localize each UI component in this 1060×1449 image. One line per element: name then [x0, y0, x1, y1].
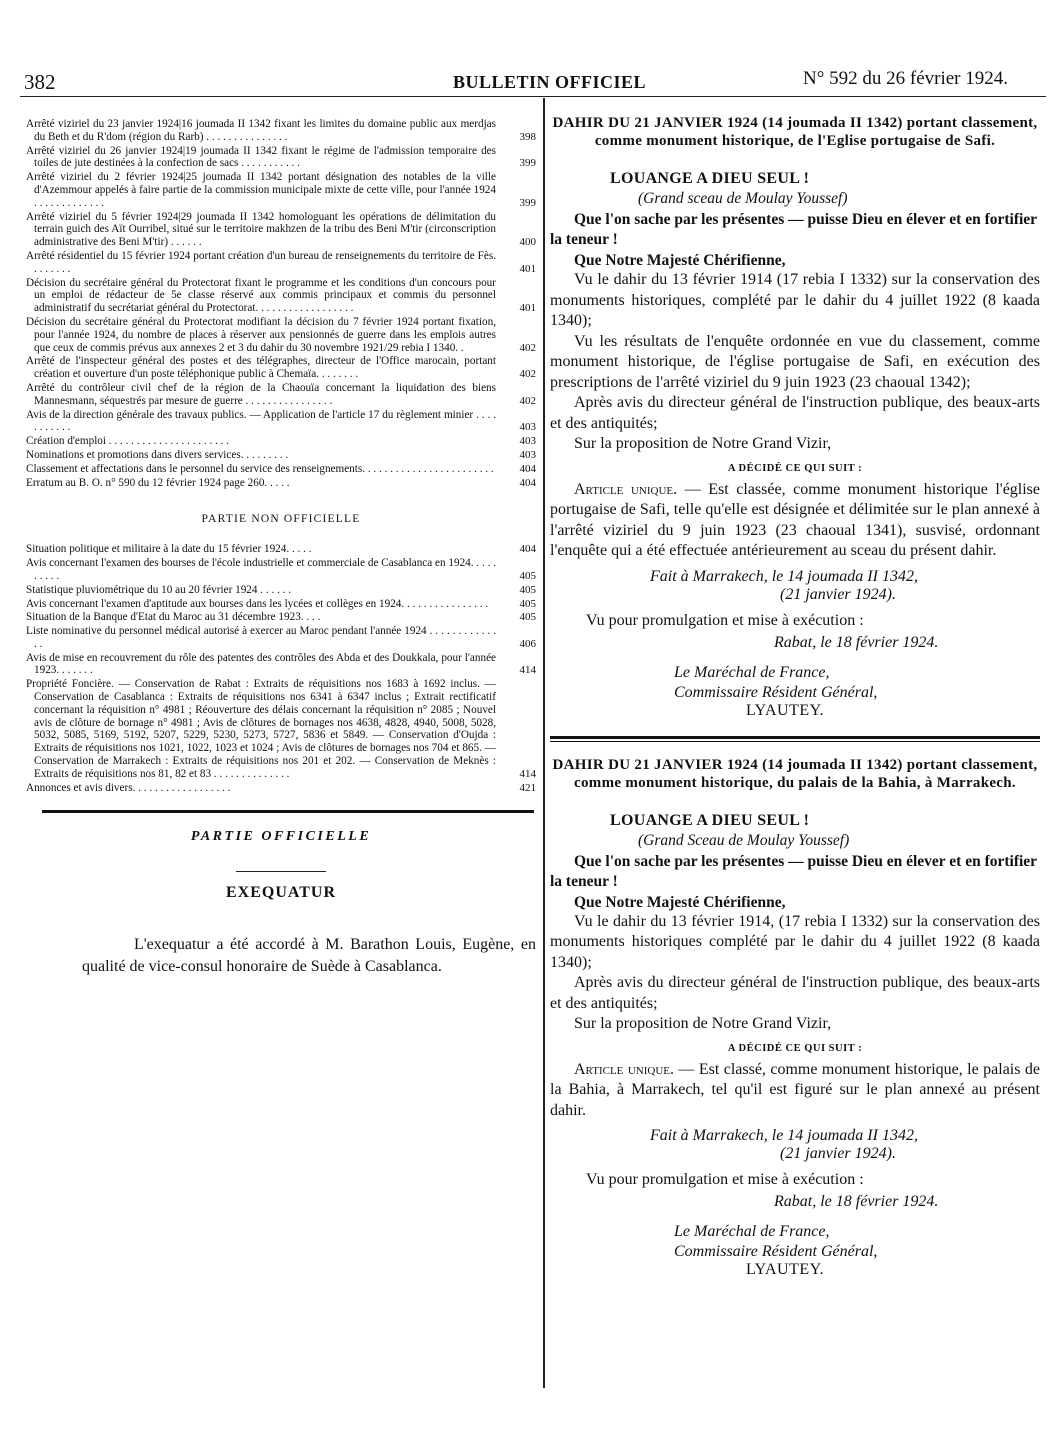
dahir-title: DAHIR DU 21 JANVIER 1924 (14 joumada II 1342) portant classement, comme monument historique, du palais de la Bahia, à Marrakech.: [552, 756, 1038, 791]
issue-number: N° 592 du 26 février 1924.: [803, 68, 1008, 89]
header-rule: [20, 96, 1046, 97]
whereas-paragraph: Vu le dahir du 13 février 1914 (17 rebia I 1332) sur la conservation des monuments historiques, complété par le dahir du 4 juillet 1922 (8 kaada 1340);: [550, 271, 1040, 329]
article-paragraph: [550, 1060, 1040, 1122]
seal-line: (Grand Sceau de Moulay Youssef): [638, 831, 850, 849]
article-text: — Est classé, comme monument historique, le palais de la Bahia, à Marrakech, tel qu'il est figuré sur le plan annexé au présent dahir.: [550, 1060, 1041, 1119]
signature-name: LYAUTEY.: [746, 701, 825, 719]
page-number: 382: [24, 70, 56, 94]
toc-item: Décision du secrétaire général du Protectorat fixant le programme et les conditions d'un concours pour un emploi de rédacteur de 5e classe réservé aux commis principaux et commis du personnel administratif du secrétariat général du Protectorat. . . . . . . . . . . . . . . . . . 401: [26, 276, 536, 315]
date-line: (21 janvier 1924).: [780, 585, 896, 603]
toc-official-list: [22, 118, 540, 489]
signature-title: Le Maréchal de France,: [674, 663, 830, 681]
publication-title: BULLETIN OFFICIEL: [453, 72, 647, 92]
toc-item: Statistique pluviométrique du 10 au 20 février 1924 . . . . . . 405: [26, 583, 536, 596]
date-line: (21 janvier 1924).: [780, 1145, 896, 1162]
invocation: Que l'on sache par les présentes — puisse Dieu en élever et en fortifier la teneur !: [550, 211, 1037, 248]
whereas-paragraph: Vu les résultats de l'enquête ordonnée en vue du classement, comme monument historique, de l'église portugaise de Safi, en exécution des prescriptions de l'arrêté viziriel du 9 juin 1923 (23 chaoual 1342);: [550, 332, 1040, 391]
column-divider: [543, 98, 545, 1388]
dahir-bahia: [550, 756, 1040, 1280]
decision-heading: A DÉCIDÉ CE QUI SUIT :: [727, 462, 863, 474]
section-heading-non-official: PARTIE NON OFFICIELLE: [201, 513, 361, 526]
promulgation-line: Vu pour promulgation et mise à exécution :: [586, 611, 864, 629]
signature-name: LYAUTEY.: [746, 1261, 825, 1278]
section-rule: [550, 736, 1040, 742]
toc-item: Arrêté viziriel du 26 janvier 1924|19 joumada II 1342 fixant le régime de l'admission temporaire des toiles de jute destinées à la confection de sacs . . . . . . . . . . . 399: [26, 144, 536, 170]
whereas-paragraph: Sur la proposition de Notre Grand Vizir,: [574, 1015, 832, 1032]
whereas-paragraph: Vu le dahir du 13 février 1914, (17 rebia I 1332) sur la conservation des monuments historiques complété par le dahir du 4 juillet 1922 (8 kaada 1340);: [550, 912, 1040, 971]
section-rule: [42, 810, 534, 813]
toc-item: Décision du secrétaire général du Protectorat modifiant la décision du 7 février 1924 portant fixation, pour l'année 1924, du nombre de places à réserver aux pensionnés de guerre dans les emplois autres que ceux de commis prévus aux annexes 2 et 3 du dahir du 30 novembre 1921/29 rebia I 1340. . 402: [26, 315, 536, 354]
whereas-paragraph: Après avis du directeur général de l'instruction publique, des beaux-arts et des antiquités;: [550, 394, 1040, 432]
toc-item: Création d'emploi . . . . . . . . . . . . . . . . . . . . . . 403: [26, 435, 536, 448]
article-label: Article unique.: [574, 1060, 674, 1078]
toc-item: Arrêté de l'inspecteur général des postes et des télégraphes, directeur de l'Office marocain, portant création et ouverture d'un poste téléphonique public à Chemaïa. . . . . . . . 402: [26, 355, 536, 381]
promulgation-line: Vu pour promulgation et mise à exécution :: [586, 1171, 864, 1188]
invocation: Que l'on sache par les présentes — puisse Dieu en élever et en fortifier la teneur !: [550, 852, 1037, 890]
article-label: Article unique.: [574, 480, 678, 498]
toc-item: Arrêté viziriel du 23 janvier 1924|16 joumada II 1342 fixant les limites du domaine public aux merdjas du Beth et du R'dom (région du Rarb) . . . . . . . . . . . . . . . 398: [26, 118, 536, 143]
toc-item: Avis concernant l'examen d'aptitude aux bourses dans les lycées et collèges en 1924. . . . . . . . . . . . . . . . 405: [26, 597, 536, 610]
place-date-line: Fait à Marrakech, le 14 joumada II 1342,: [650, 1127, 918, 1144]
page-header: [20, 64, 1048, 94]
toc-item: Arrêté résidentiel du 15 février 1924 portant création d'un bureau de renseignements du territoire de Fès. . . . . . . . 401: [26, 249, 536, 275]
toc-item: Erratum au B. O. n° 590 du 12 février 1924 page 260. . . . . 404: [26, 476, 536, 489]
rabat-date-line: Rabat, le 18 février 1924.: [774, 633, 939, 651]
whereas-paragraph: Sur la proposition de Notre Grand Vizir,: [574, 435, 832, 452]
toc-item: Avis de mise en recouvrement du rôle des patentes des contrôles des Abda et des Doukkala, pour l'année 1923. . . . . . . 414: [26, 651, 536, 677]
section-heading-official: PARTIE OFFICIELLE: [190, 829, 372, 845]
article-text: — Est classée, comme monument historique l'église portugaise de Safi, telle qu'elle est désignée et délimitée sur le plan annexé à l'arrêté viziriel du 9 juin 1923 (23 chaoual 1341), susvisé, ordonnant l'enquête qui a été effectuée antérieurement au sceau du présent dahir.: [550, 480, 1041, 559]
toc-item: Avis de la direction générale des travaux publics. — Application de l'article 17 du règlement minier . . . . . . . . . . . 403: [26, 408, 536, 434]
right-column: [550, 114, 1040, 1279]
rabat-date-line: Rabat, le 18 février 1924.: [774, 1193, 939, 1210]
toc-item: Classement et affectations dans le personnel du service des renseignements. . . . . . . . . . . . . . . . . . . . . . . . 404: [26, 462, 536, 475]
toc-item: Annonces et avis divers. . . . . . . . . . . . . . . . . . 421: [26, 781, 536, 794]
article-paragraph: [550, 480, 1040, 562]
signature-title: Le Maréchal de France,: [674, 1223, 830, 1240]
toc-non-official-list: [22, 543, 540, 794]
toc-item: Arrêté viziriel du 2 février 1924|25 joumada II 1342 portant désignation des notables de la ville d'Azemmour appelés à faire partie de la commission municipale mixte de cette ville, pour l'année 1924 . . . . . . . . . . . . . 399: [26, 171, 536, 209]
majesty-line: Que Notre Majesté Chérifienne,: [574, 893, 786, 911]
short-rule: [236, 871, 326, 872]
toc-item: Propriété Foncière. — Conservation de Rabat : Extraits de réquisitions nos 1683 à 1692 inclus. — Conservation de Casablanca : Extraits de réquisitions nos 6341 à 6347 inclus ; Extrait rectificatif concernant la réquisition n° 4981 ; Réouverture des délais concernant la réquisition n° 2085 ; Nouvel avis de clôture de bornage n° 4981 ; Avis de clôtures de bornages nos 4638, 4828, 4940, 5008, 5028, 5032, 5085, 5169, 5192, 5207, 5229, 5230, 5273, 5727, 5836 et 5849. — Conservation d'Oujda : Extraits de réquisitions nos 1021, 1022, 1023 et 1024 ; Avis de clôtures de bornages nos 704 et 865. — Conservation de Marrakech : Extraits de réquisitions nos 201 et 202. — Conservation de Meknès : Extraits de réquisitions nos 81, 82 et 83 . . . . . . . . . . . . . . 414: [26, 678, 536, 780]
exequatur-title: EXEQUATUR: [225, 884, 337, 902]
toc-item: Arrêté du contrôleur civil chef de la région de la Chaouïa concernant la liquidation des biens Mannesmann, séquestrés par mesure de guerre . . . . . . . . . . . . . . . . 402: [26, 381, 536, 407]
louange-heading: LOUANGE A DIEU SEUL !: [610, 170, 810, 187]
seal-line: (Grand sceau de Moulay Youssef): [638, 190, 848, 207]
dahir-title: DAHIR DU 21 JANVIER 1924 (14 joumada II 1342) portant classement, comme monument historique, de l'Eglise portugaise de Safi.: [552, 115, 1038, 149]
left-column: [22, 118, 540, 978]
toc-item: Liste nominative du personnel médical autorisé à exercer au Maroc pendant l'année 1924 . . . . . . . . . . . . . . 406: [26, 625, 536, 650]
signature-role: Commissaire Résident Général,: [674, 1243, 878, 1260]
decision-heading: A DÉCIDÉ CE QUI SUIT :: [727, 1042, 863, 1054]
place-date-line: Fait à Marrakech, le 14 joumada II 1342,: [650, 567, 918, 585]
exequatur-text: L'exequatur a été accordé à M. Barathon Louis, Eugène, en qualité de vice-consul honoraire de Suède à Casablanca.: [82, 936, 536, 976]
signature-role: Commissaire Résident Général,: [674, 683, 878, 701]
toc-item: Situation politique et militaire à la date du 15 février 1924. . . . . 404: [26, 543, 536, 556]
whereas-paragraph: Après avis du directeur général de l'instruction publique, des beaux-arts et des antiquités;: [550, 974, 1040, 1012]
toc-item: Arrêté viziriel du 5 février 1924|29 joumada II 1342 homologuant les opérations de délimitation du terrain guich des Aït Ourribel, situé sur le territoire makhzen de la tribu des Beni M'tir (circonscription administrative des Beni M'tir) . . . . . . 400: [26, 210, 536, 249]
majesty-line: Que Notre Majesté Chérifienne,: [574, 252, 786, 269]
louange-heading: LOUANGE A DIEU SEUL !: [610, 811, 810, 829]
dahir-safi: [550, 114, 1040, 720]
toc-item: Situation de la Banque d'Etat du Maroc au 31 décembre 1923. . . . 405: [26, 611, 536, 624]
toc-item: Nominations et promotions dans divers services. . . . . . . . . 403: [26, 448, 536, 461]
toc-item: Avis concernant l'examen des bourses de l'école industrielle et commerciale de Casablanca en 1924. . . . . . . . . . 405: [26, 557, 536, 582]
